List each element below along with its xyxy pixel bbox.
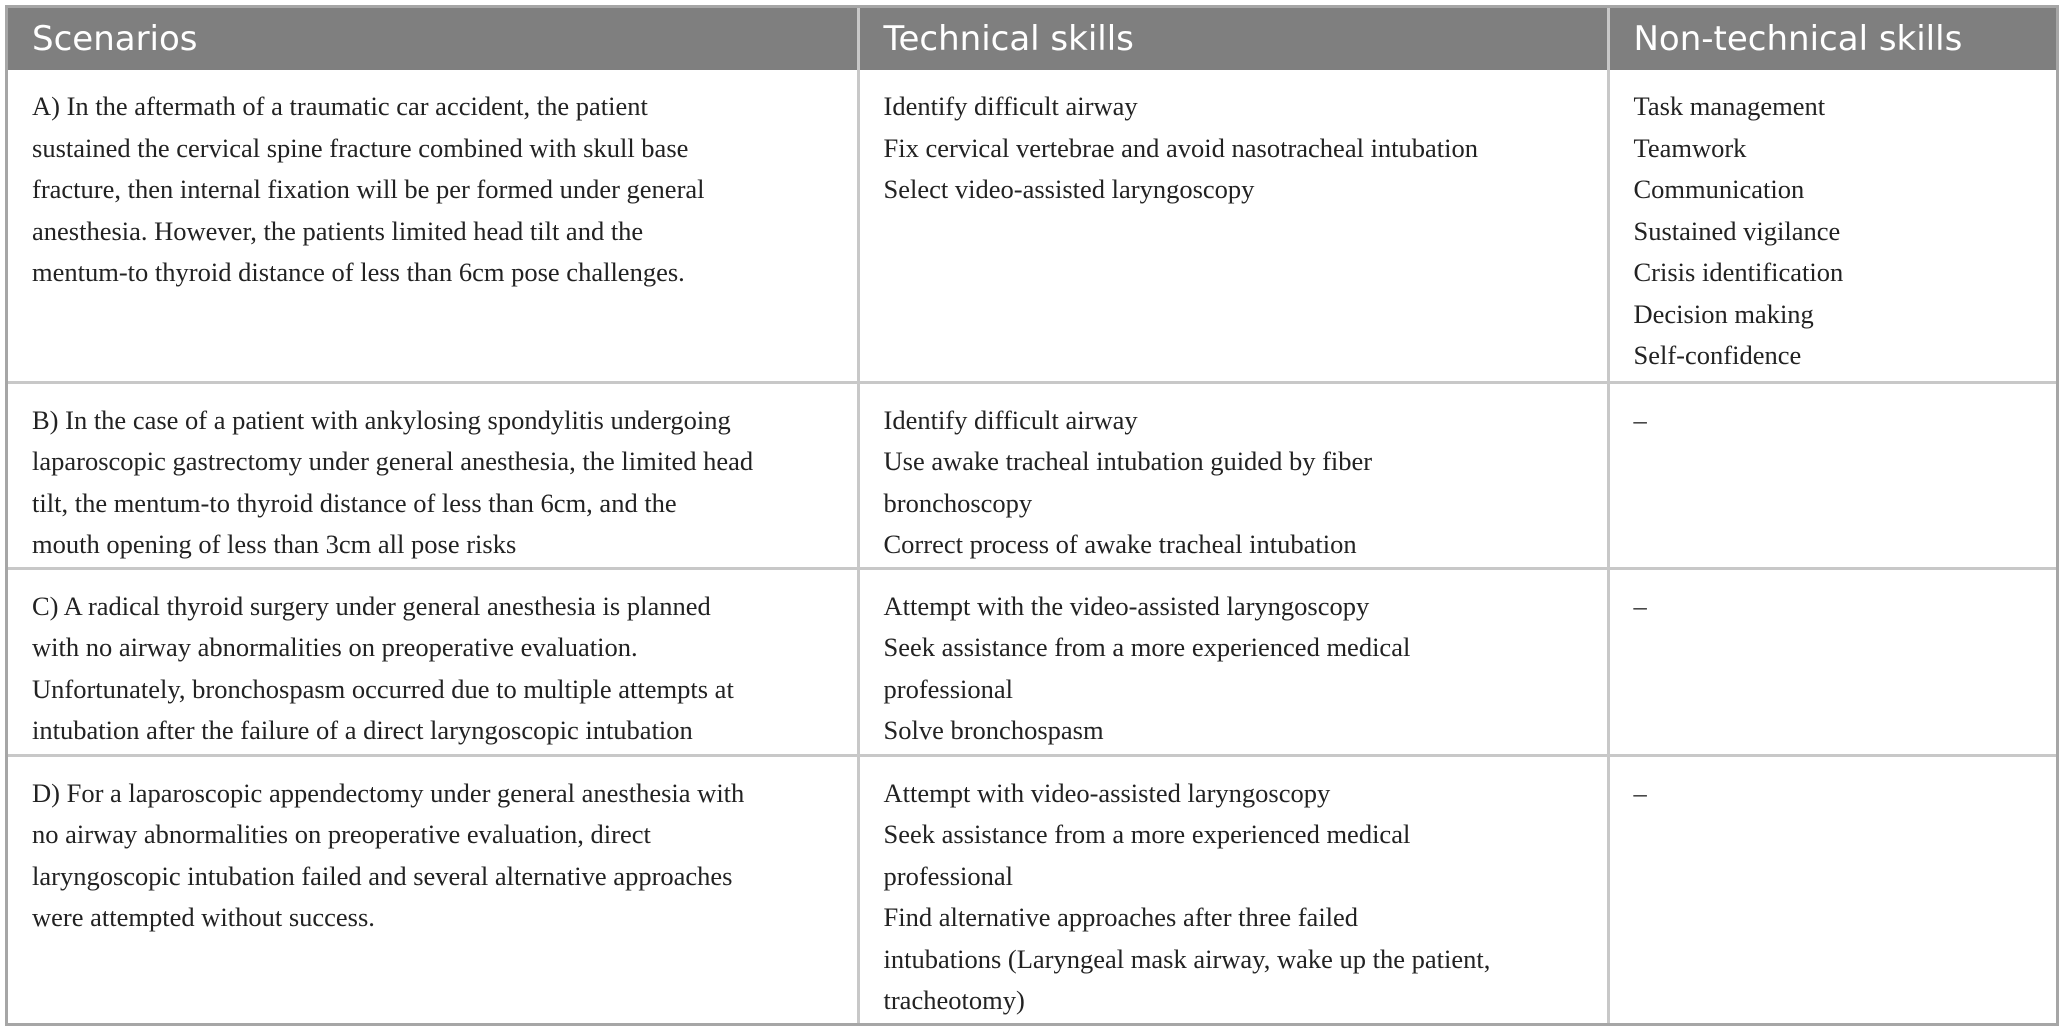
non-technical-skill-item: Task management <box>1633 91 1826 121</box>
header-technical-skills: Technical skills <box>858 8 1608 70</box>
scenario-line: mouth opening of less than 3cm all pose risks <box>32 529 517 559</box>
technical-skill-item: Find alternative approaches after three failed <box>883 902 1359 932</box>
scenario-cell <box>8 755 858 1023</box>
scenario-line: no airway abnormalities on preoperative evaluation, direct <box>32 819 651 849</box>
skills-table <box>8 8 2056 1023</box>
table-row <box>8 568 2056 755</box>
scenario-line: anesthesia. However, the patients limited head tilt and the <box>32 215 644 246</box>
scenario-line: laryngoscopic intubation failed and several alternative approaches <box>32 860 733 891</box>
scenario-cell <box>8 568 858 755</box>
scenario-line: intubation after the failure of a direct laryngoscopic intubation <box>32 715 693 745</box>
non-technical-skill-item: Crisis identification <box>1633 257 1844 287</box>
technical-skill-item: Attempt with the video-assisted laryngoscopy <box>883 590 1370 621</box>
technical-skill-item: Use awake tracheal intubation guided by fiber <box>883 446 1373 476</box>
technical-skills-cell <box>858 568 1608 755</box>
technical-skill-item: Seek assistance from a more experienced medical <box>883 632 1411 662</box>
table-header-row <box>8 8 2056 70</box>
technical-skills-cell <box>858 70 1608 382</box>
header-non-technical-skills: Non-technical skills <box>1633 19 1963 59</box>
scenario-line: sustained the cervical spine fracture combined with skull base <box>32 132 689 163</box>
scenario-cell <box>8 382 858 568</box>
non-technical-skill-item: Sustained vigilance <box>1633 215 1841 246</box>
technical-skill-item: Identify difficult airway <box>883 91 1138 121</box>
non-technical-skill-item: Decision making <box>1633 298 1814 329</box>
technical-skill-item: Correct process of awake tracheal intubation <box>883 529 1357 559</box>
non-technical-skills-cell <box>1608 568 2056 755</box>
header-scenarios: Scenarios <box>8 8 858 70</box>
scenario-line: mentum-to thyroid distance of less than 6cm pose challenges. <box>32 257 685 287</box>
empty-dash: – <box>1633 590 1647 621</box>
non-technical-skill-item: Teamwork <box>1633 132 1747 163</box>
scenario-line: B) In the case of a patient with ankylosing spondylitis undergoing <box>32 404 731 435</box>
table-row <box>8 755 2056 1023</box>
technical-skills-cell <box>858 382 1608 568</box>
technical-skill-item: Solve bronchospasm <box>883 715 1104 745</box>
technical-skill-item: Seek assistance from a more experienced medical <box>883 819 1411 849</box>
table-row <box>8 70 2056 382</box>
scenario-line: with no airway abnormalities on preoperative evaluation. <box>32 632 638 662</box>
scenario-line: D) For a laparoscopic appendectomy under general anesthesia with <box>32 777 745 808</box>
empty-dash: – <box>1633 404 1647 435</box>
scenario-line: Unfortunately, bronchospasm occurred due to multiple attempts at <box>32 673 734 704</box>
table-row <box>8 382 2056 568</box>
technical-skill-item: professional <box>883 860 1014 891</box>
scenario-cell <box>8 70 858 382</box>
scenario-line: C) A radical thyroid surgery under general anesthesia is planned <box>32 590 711 621</box>
empty-dash: – <box>1633 777 1647 808</box>
scenario-line: tilt, the mentum-to thyroid distance of less than 6cm, and the <box>32 487 677 518</box>
technical-skill-item: Fix cervical vertebrae and avoid nasotracheal intubation <box>883 132 1479 163</box>
technical-skill-item: intubations (Laryngeal mask airway, wake up the patient, <box>883 943 1491 974</box>
scenario-line: laparoscopic gastrectomy under general anesthesia, the limited head <box>32 446 754 476</box>
technical-skill-item: bronchoscopy <box>883 487 1033 518</box>
non-technical-skill-item: Self-confidence <box>1633 340 1802 370</box>
technical-skill-item: tracheotomy) <box>883 985 1025 1015</box>
technical-skill-item: professional <box>883 673 1014 704</box>
non-technical-skill-item: Communication <box>1633 174 1805 204</box>
scenario-line: were attempted without success. <box>32 902 375 932</box>
skills-table-container <box>5 5 2059 1026</box>
technical-skills-cell <box>858 755 1608 1023</box>
non-technical-skills-cell <box>1608 382 2056 568</box>
technical-skill-item: Identify difficult airway <box>883 404 1138 435</box>
non-technical-skills-cell <box>1608 70 2056 382</box>
technical-skill-item: Attempt with video-assisted laryngoscopy <box>883 777 1331 808</box>
non-technical-skills-cell <box>1608 755 2056 1023</box>
scenario-line: A) In the aftermath of a traumatic car accident, the patient <box>32 91 648 121</box>
scenario-line: fracture, then internal fixation will be per formed under general <box>32 174 705 204</box>
technical-skill-item: Select video-assisted laryngoscopy <box>883 174 1255 204</box>
